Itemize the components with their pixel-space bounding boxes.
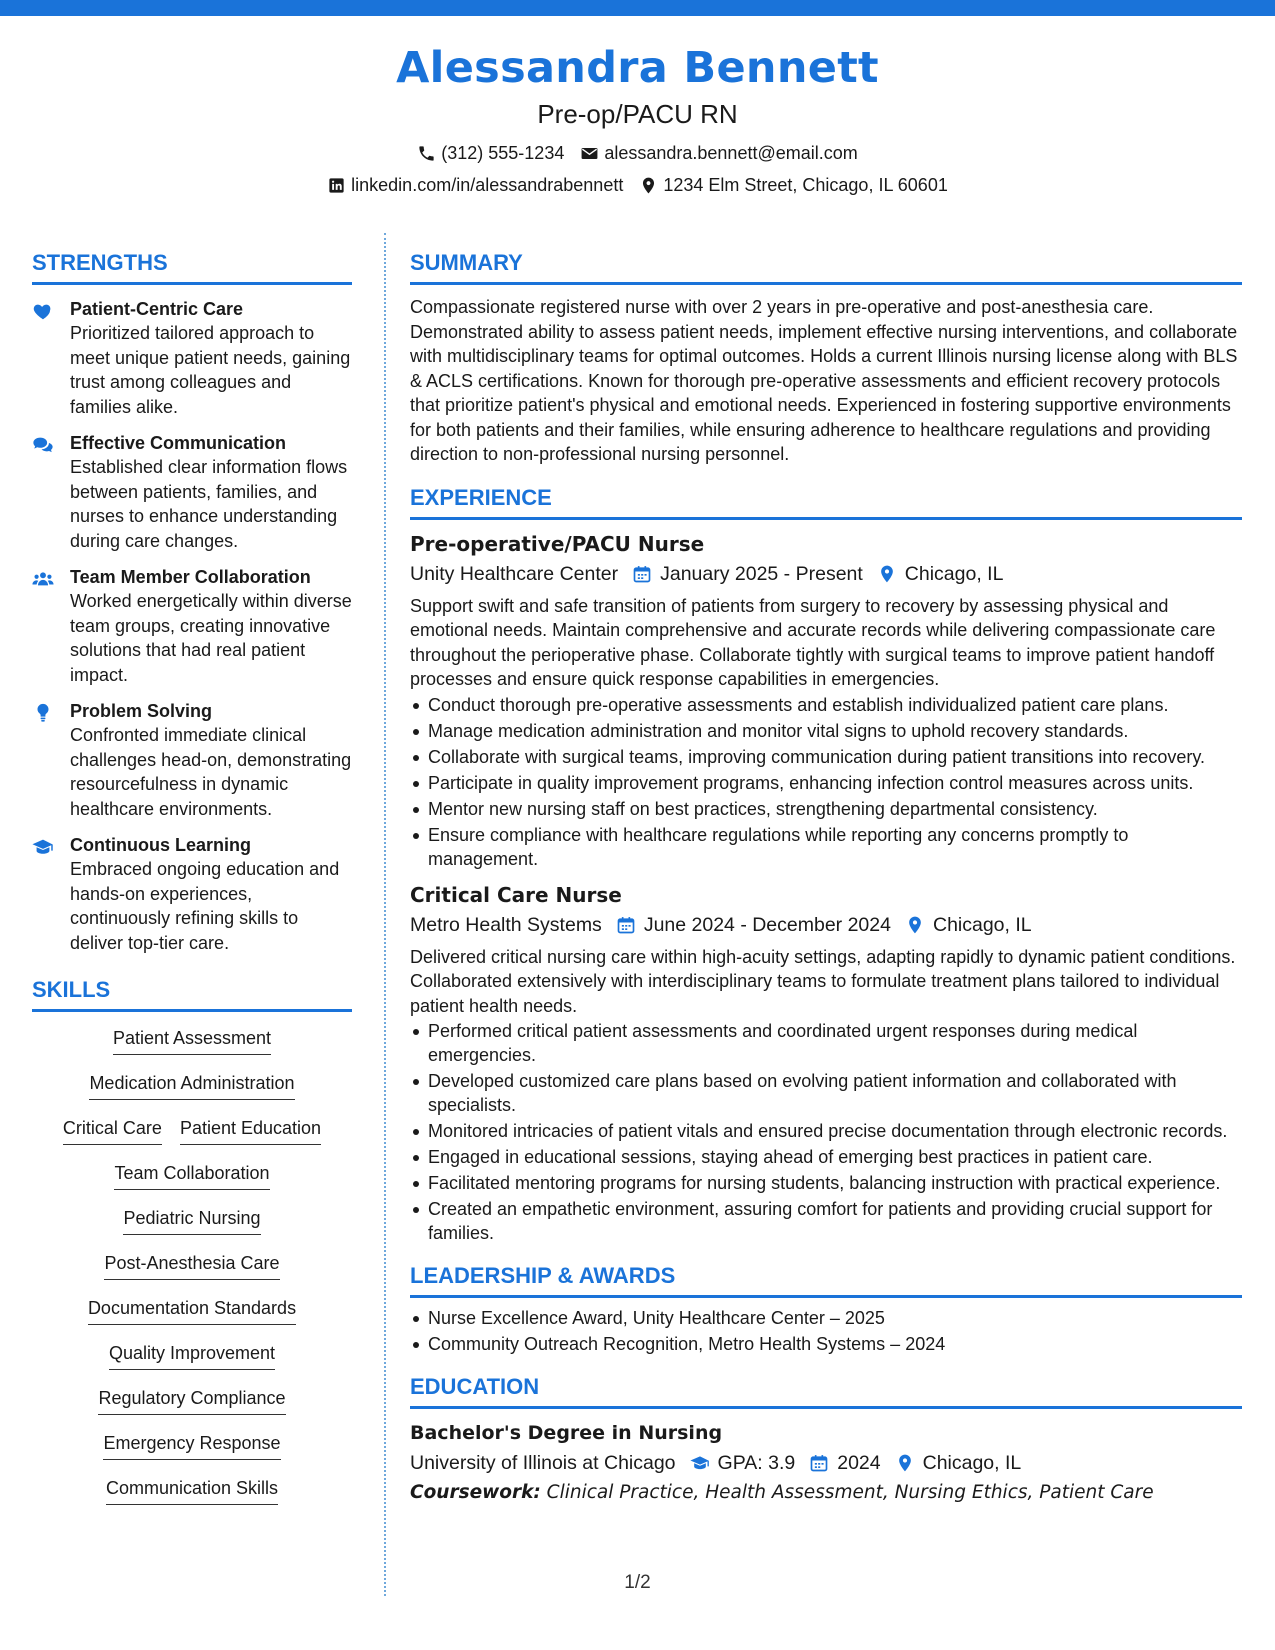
top-accent-bar [0,0,1275,16]
job-company: Metro Health Systems [410,913,602,936]
strength-description: Worked energetically within diverse team groups, creating innovative solutions that had real patient impact. [70,591,352,685]
bullet-item: Collaborate with surgical teams, improving communication during patient transitions into recovery. [410,745,1242,769]
awards-list [410,1306,1242,1356]
map-pin-icon [877,564,897,584]
coursework-line [410,1479,1242,1507]
linkedin-text: linkedin.com/in/alessandrabennett [351,175,624,195]
skills-list [32,1026,352,1521]
strength-title: Team Member Collaboration [70,567,311,587]
job-entry [410,881,1242,1246]
graduation-cap-icon [690,1453,710,1473]
phone-text: (312) 555-1234 [441,143,565,163]
bullet-item: Developed customized care plans based on evolving patient information and collaborated with specialists. [410,1069,1242,1117]
calendar-icon [809,1453,829,1473]
strength-item [32,565,352,687]
left-column [32,248,352,1521]
calendar-icon [616,915,636,935]
bullet-item: Participate in quality improvement programs, enhancing infection control measures across units. [410,771,1242,795]
job-location: Chicago, IL [904,562,1004,585]
strength-item [32,699,352,821]
year-item [809,1449,880,1477]
strengths-heading: STRENGTHS [32,248,352,285]
skill-tag: Documentation Standards [88,1296,296,1325]
skill-tag: Emergency Response [103,1431,280,1460]
job-description: Support swift and safe transition of patients from surgery to recovery by assessing physical and emotional needs. Maintain comprehensive and accurate records while delivering compassionate care throughout the perioperative phase. Collaborate tightly with surgical teams to improve patient handoff processes and ensure quick response capabilities in emergencies. [410,595,1216,689]
job-location-item [877,560,1004,588]
job-location: Chicago, IL [932,913,1032,936]
skill-tag: Medication Administration [89,1071,294,1100]
users-icon [32,565,70,687]
bullet-item: Engaged in educational sessions, staying ahead of emerging best practices in patient care. [410,1145,1242,1169]
skill-tag: Communication Skills [106,1476,278,1505]
bullet-item: Facilitated mentoring programs for nursing students, balancing instruction with practical experience. [410,1171,1242,1195]
job-bullets [410,693,1242,871]
job-dates: January 2025 - Present [660,562,863,585]
resume-header [0,40,1275,197]
job-dates-item [616,911,891,939]
candidate-name: Alessandra Bennett [396,43,879,93]
job-bullets [410,1019,1242,1245]
degree-title: Bachelor's Degree in Nursing [410,1422,723,1444]
linkedin-icon [327,176,346,195]
job-title: Critical Care Nurse [410,882,622,907]
address-text: 1234 Elm Street, Chicago, IL 60601 [663,175,948,195]
job-entry [410,530,1242,871]
candidate-title: Pre-op/PACU RN [537,99,738,129]
skill-tag: Pediatric Nursing [123,1206,260,1235]
experience-heading: EXPERIENCE [410,483,1242,520]
job-location-item [905,911,1032,939]
education-heading: EDUCATION [410,1372,1242,1409]
strength-title: Effective Communication [70,433,287,453]
strength-item [32,431,352,553]
skill-tag: Critical Care [63,1116,162,1145]
bullet-item: Conduct thorough pre-operative assessments and establish individualized patient care plans. [410,693,1242,717]
heart-icon [32,297,70,419]
summary-heading: SUMMARY [410,248,1242,285]
skill-tag: Quality Improvement [109,1341,275,1370]
job-dates-item [632,560,863,588]
strength-title: Continuous Learning [70,835,251,855]
education-meta [410,1449,1242,1477]
map-pin-icon [639,176,658,195]
job-title: Pre-operative/PACU Nurse [410,531,705,556]
bullet-item: Created an empathetic environment, assuring comfort for patients and providing crucial support for families. [410,1197,1242,1245]
phone-contact[interactable] [417,141,564,165]
right-column [410,248,1242,1507]
contact-row-1 [0,141,1275,165]
contact-row-2 [0,173,1275,197]
job-description: Delivered critical nursing care within high-acuity settings, adapting rapidly to dynamic patient conditions. Collaborated extensively with interdisciplinary teams to formulate treatment plans tailored to individual patient health needs. [410,946,1236,1016]
education-location: Chicago, IL [922,1452,1022,1474]
year-text: 2024 [837,1452,881,1474]
strength-description: Established clear information flows between patients, families, and nurses to enhance understanding during care changes. [70,457,348,551]
strength-title: Problem Solving [70,701,213,721]
award-item: Nurse Excellence Award, Unity Healthcare Center – 2025 [410,1306,1242,1330]
job-company: Unity Healthcare Center [410,562,619,585]
awards-heading: LEADERSHIP & AWARDS [410,1261,1242,1298]
coursework-text: Clinical Practice, Health Assessment, Nursing Ethics, Patient Care [546,1482,1154,1503]
bullet-item: Performed critical patient assessments and coordinated urgent responses during medical emergencies. [410,1019,1242,1067]
chat-bubbles-icon [32,431,70,553]
email-text: alessandra.bennett@email.com [604,143,858,163]
job-meta [410,911,1242,939]
linkedin-contact[interactable] [327,173,623,197]
bullet-item: Mentor new nursing staff on best practices, strengthening departmental consistency. [410,797,1242,821]
gpa-text: GPA: 3.9 [717,1452,796,1474]
map-pin-icon [895,1453,915,1473]
bullet-item: Ensure compliance with healthcare regulations while reporting any concerns promptly to management. [410,823,1242,871]
strength-item [32,297,352,419]
skill-tag: Patient Assessment [113,1026,271,1055]
envelope-icon [580,144,599,163]
skills-heading: SKILLS [32,975,352,1012]
coursework-label: Coursework: [410,1482,541,1503]
email-contact[interactable] [580,141,857,165]
calendar-icon [632,564,652,584]
summary-text: Compassionate registered nurse with over 2 years in pre-operative and post-anesthesia care. Demonstrated ability to assess patient needs, implement effective nursing interventions, and collaborate with multidisciplinary teams for optimal outcomes. Holds a current Illinois nursing license along with BLS & ACLS certifications. Known for thorough pre-operative assessments and efficient recovery protocols that prioritize patient's physical and emotional needs. Experienced in fostering supportive environments for both patients and their families, while ensuring adherence to healthcare regulations and providing direction to non-professional nursing personnel. [410,297,1238,464]
column-divider [384,233,386,1596]
education-location-item [895,1449,1022,1477]
award-item: Community Outreach Recognition, Metro Health Systems – 2024 [410,1332,1242,1356]
skill-tag: Team Collaboration [114,1161,269,1190]
page-number: 1/2 [624,1572,651,1593]
strength-description: Confronted immediate clinical challenges head-on, demonstrating resourcefulness in dynamic healthcare environments. [70,725,352,819]
strength-description: Prioritized tailored approach to meet unique patient needs, gaining trust among colleagues and families alike. [70,323,351,417]
gpa-item [690,1449,796,1477]
lightbulb-icon [32,699,70,821]
strength-item [32,833,352,955]
map-pin-icon [905,915,925,935]
bullet-item: Manage medication administration and monitor vital signs to uphold recovery standards. [410,719,1242,743]
address-contact [639,173,948,197]
strength-title: Patient-Centric Care [70,299,244,319]
graduation-cap-icon [32,833,70,955]
skill-tag: Patient Education [180,1116,321,1145]
school-name: University of Illinois at Chicago [410,1452,676,1474]
job-meta [410,560,1242,588]
bullet-item: Monitored intricacies of patient vitals and ensured precise documentation through electronic records. [410,1119,1242,1143]
job-dates: June 2024 - December 2024 [643,913,891,936]
skill-tag: Regulatory Compliance [98,1386,285,1415]
phone-icon [417,144,436,163]
skill-tag: Post-Anesthesia Care [104,1251,279,1280]
strength-description: Embraced ongoing education and hands-on experiences, continuously refining skills to deliver top-tier care. [70,859,340,953]
